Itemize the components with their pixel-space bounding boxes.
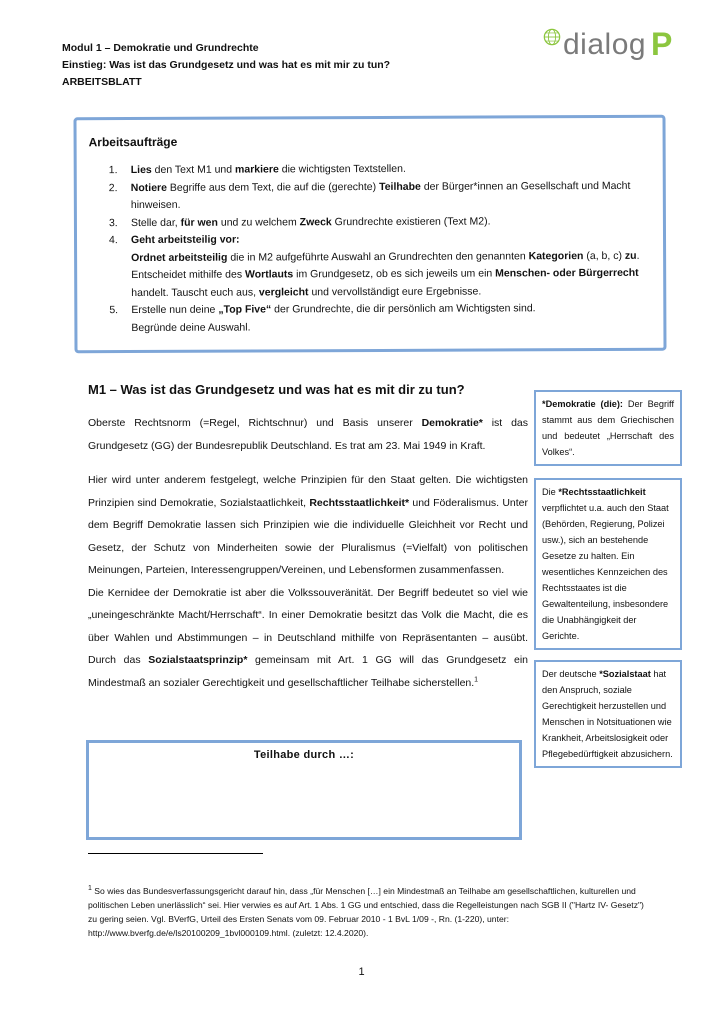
document-header <box>62 40 390 91</box>
task-text: Notiere Begriffe aus dem Text, die auf die (gerechte) Teilhabe der Bürger*innen an Gesellschaft und Macht hinweisen. <box>130 179 631 212</box>
footnote-divider <box>88 853 263 854</box>
m1-paragraph-2: Hier wird unter anderem festgelegt, welche Prinzipien für den Staat gelten. Die wichtigsten Prinzipien sind Demokratie, Sozialstaatlichkeit, Rechtsstaatlichkeit* und Föderalismus. Unter dem Begriff Demokratie lassen sich Prinzipien wie die individuelle Gleichheit vor Recht und Gesetz, der Schutz von Minderheiten sowie der Pluralismus (=Vielfalt) von politischen Meinungen, Parteien, Interessengruppen/Vereinen, und Lebensformen zusammenfassen. Die Kernidee der Demokratie ist aber die Volkssouveränität. Der Begriff bedeutet so viel wie „uneingeschränkte Macht/Herrschaft“. In einer Demokratie besitzt das Volk die Macht, die es über Wahlen und Abstimmungen – in Deutschland mithilfe von Repräsentanten – ausübt. Durch das Sozialstaatsprinzip* gemeinsam mit Art. 1 GG will das Grundgesetz ein Mindestmaß an sozialer Gerechtigkeit und gesellschaftlicher Teilhabe sicherstellen.$^1$ <box>88 474 528 689</box>
task-number: 4. <box>108 234 118 247</box>
task-text: Erstelle nun deine „Top Five“ der Grundrechte, die dir persönlich am Wichtigsten sind. Begründe deine Auswahl. <box>131 302 536 334</box>
task-item <box>109 177 649 214</box>
task-item <box>109 300 649 337</box>
logo-p: P <box>651 26 673 62</box>
task-number: 5. <box>109 304 119 317</box>
worksheet-label: ARBEITSBLATT <box>62 76 142 88</box>
tasks-box <box>73 115 666 354</box>
logo-text: dialog <box>563 28 647 61</box>
task-text: Lies den Text M1 und markiere die wichtigsten Textstellen. <box>130 162 406 177</box>
entry-question: Einstieg: Was ist das Grundgesetz und was hat es mit mir zu tun? <box>62 59 391 71</box>
sidebox-demokratie: *Demokratie (die): Der Begriff stammt aus dem Griechischen und bedeutet „Herrschaft des Volkes“. <box>534 390 682 466</box>
task-item <box>109 230 649 302</box>
module-title: Modul 1 – Demokratie und Grundrechte <box>62 42 259 54</box>
teilhabe-answer-box[interactable] <box>86 740 522 840</box>
teilhabe-label: Teilhabe durch …: <box>253 749 355 761</box>
task-text: Stelle dar, für wen und zu welchem Zweck Grundrechte existieren (Text M2). <box>130 214 491 229</box>
task-number: 1. <box>108 164 118 177</box>
sidebox-sozialstaat: Der deutsche *Sozialstaat hat den Anspruch, soziale Gerechtigkeit herzustellen und Menschen in Notsituationen wie Krankheit, Arbeitslosigkeit oder Pflegebedürftigkeit abzusichern. <box>534 660 682 768</box>
tasks-list <box>109 160 650 337</box>
footnote: $^1$ So wies das Bundesverfassungsgericht darauf hin, dass „für Menschen […] ein Mindestmaß an Teilhabe am gesellschaftlichen, kulturellen und politischen Leben unerlässlich“ sei. Hier verwies es auf Art. 1 Abs. 1 GG und entschied, dass die Regelleistungen nach SGB II ("Hartz IV- Gesetz") zu gering seien. Vgl. BVerfG, Urteil des Ersten Senats vom 09. Februar 2010 - 1 BvL 1/09 -, Rn. (1-220), unter: http://www.bverfg.de/e/ls20100209_1bvl000109.html. (zuletzt: 12.4.2020). <box>88 885 644 938</box>
task-text: Geht arbeitsteilig vor: Ordnet arbeitsteilig die in M2 aufgeführte Auswahl an Grundrechten den genannten Kategorien (a, b, c) zu. Entscheidet mithilfe des Wortlauts im Grundgesetz, ob es sich jeweils um ein Menschen- oder Bürgerrecht handelt. Tauscht euch aus, vergleicht und vervollständigt eure Ergebnisse. <box>130 233 640 299</box>
sidebox-rechtsstaatlichkeit: Die *Rechtsstaatlichkeit verpflichtet u.a. auch den Staat (Behörden, Regierung, Polizei usw.), sich an bestehende Gesetze zu halten. Ein wesentliches Kennzeichen des Rechtsstaates ist die Gewaltenteilung, insbesondere die Unabhängigkeit der Gerichte. <box>534 478 682 650</box>
page-number: 1 <box>358 966 365 978</box>
dialogp-logo <box>541 24 681 64</box>
m1-title: M1 – Was ist das Grundgesetz und was hat es mit dir zu tun? <box>88 382 465 397</box>
globe-icon <box>543 28 561 46</box>
task-number: 3. <box>108 216 118 229</box>
tasks-title: Arbeitsaufträge <box>88 134 178 150</box>
task-number: 2. <box>108 181 118 194</box>
m1-paragraph-1: Oberste Rechtsnorm (=Regel, Richtschnur) und Basis unserer Demokratie* ist das Grundgesetz (GG) der Bundesrepublik Deutschland. Es trat am 23. Mai 1949 in Kraft. <box>88 417 528 452</box>
